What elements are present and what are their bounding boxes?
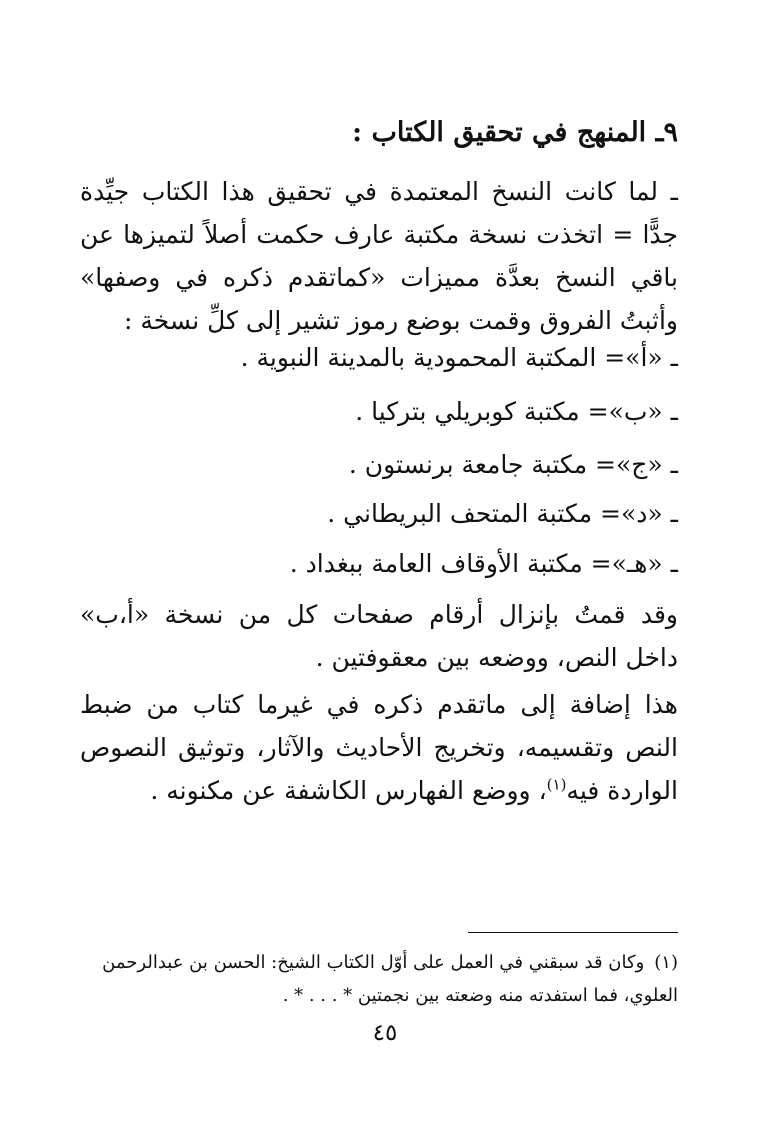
- manuscript-list-item: ـ «د»= مكتبة المتحف البريطاني .: [327, 499, 678, 528]
- page-numbering-text: وقد قمتُ بإنزال أرقام صفحات كل من نسخة «أ،ب» داخل النص، ووضعه بين معقوفتين .: [80, 600, 678, 672]
- manuscript-list-item: ـ «ج»= مكتبة جامعة برنستون .: [348, 450, 678, 479]
- footnote: [80, 946, 678, 1012]
- intro-paragraph: [80, 170, 678, 342]
- intro-paragraph-text: ـ لما كانت النسخ المعتمدة في تحقيق هذا الكتاب جيِّدة جدًّا = اتخذت نسخة مكتبة عارف حكمت أصلاً لتميزها عن باقي النسخ بعدَّة مميزات «كماتقدم ذكره في وصفها» وأثبتُ الفروق وقمت بوضع رموز تشير إلى كلِّ نسخة :: [80, 177, 678, 335]
- footnote-line-2: العلوي، فما استفدته منه وضعته بين نجمتين * . . . * .: [282, 985, 678, 1006]
- footnote-text-line-1: وكان قد سبقني في العمل على أوّل الكتاب الشيخ: الحسن بن عبدالرحمن: [102, 952, 645, 973]
- footnote-reference: (١): [546, 775, 567, 794]
- footnote-line-1: [80, 946, 678, 979]
- footnote-divider: [468, 932, 678, 933]
- footnote-number: (١): [654, 952, 678, 973]
- manuscript-list-item: ـ «ب»= مكتبة كوبريلي بتركيا .: [355, 397, 678, 426]
- method-text-after-ref: ، ووضع الفهارس الكاشفة عن مكنونه .: [150, 776, 547, 805]
- page-number: ٤٥: [372, 1020, 398, 1046]
- page-numbering-paragraph: [80, 593, 678, 679]
- method-paragraph: [80, 683, 678, 812]
- section-heading: ٩ـ المنهج في تحقيق الكتاب :: [352, 117, 678, 148]
- manuscript-list-item: ـ «أ»= المكتبة المحمودية بالمدينة النبوية .: [240, 343, 678, 372]
- method-text-before-ref: هذا إضافة إلى ماتقدم ذكره في غيرما كتاب من ضبط النص وتقسيمه، وتخريج الأحاديث والآثار، وتوثيق النصوص الواردة فيه: [80, 690, 678, 805]
- method-paragraph-text: [80, 683, 678, 812]
- manuscript-list-item: ـ «هـ»= مكتبة الأوقاف العامة ببغداد .: [289, 549, 678, 578]
